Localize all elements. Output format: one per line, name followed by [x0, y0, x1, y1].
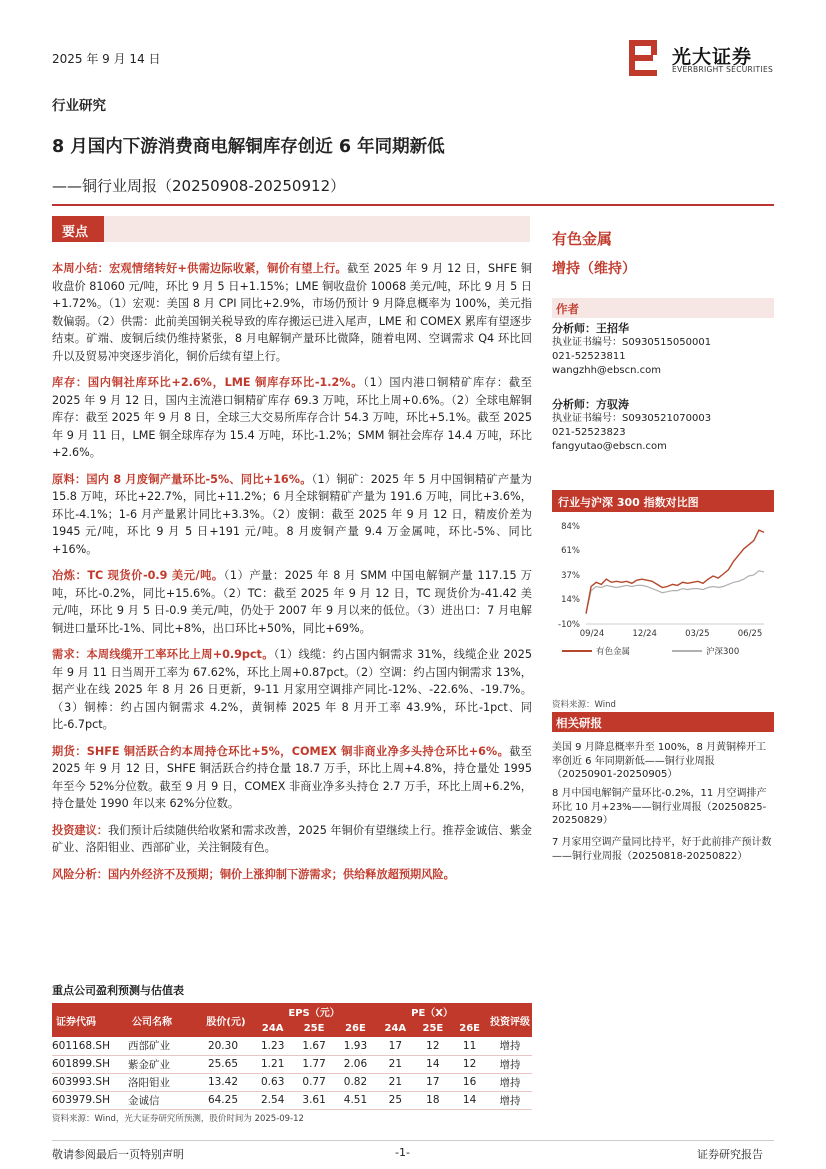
paragraph-body: 我们预计后续随供给收紧和需求改善，2025 年铜价有望继续上行。推荐金诚信、紫金矿业、洛阳钼业、西部矿业，关注铜陵有色。 [52, 823, 532, 854]
brand-logo [625, 38, 775, 80]
y-tick-label: -10% [558, 620, 580, 630]
cell-eps-26e: 0.82 [335, 1073, 376, 1091]
paragraph-body: 国内外经济不及预期；铜价上涨抑制下游需求；供给释放超预期风险。 [107, 867, 455, 881]
author-name: 分析师：方驭涛 [552, 398, 629, 411]
page-subtitle: ——铜行业周报（20250908-20250912） [52, 177, 346, 195]
related-report[interactable]: 美国 9 月降息概率升至 100%，8 月黄铜棒开工率创近 6 年同期新低——铜行业周报（20250901-20250905） [552, 742, 767, 780]
table-source: 资料来源：Wind，光大证券研究所预测，股价时间为 2025-09-12 [52, 1113, 304, 1124]
author-phone: 021-52523823 [552, 427, 626, 438]
table-row [52, 1055, 532, 1073]
cell-rating: 增持 [488, 1055, 532, 1073]
paragraph-body: （1）国内港口铜精矿库存：截至 2025 年 9 月 12 日，国内主流港口铜精矿库存 69.3 万吨，环比上周+0.6%。（2）全球电解铜库存：截至 2025 年 9 月 8 日，全球三大交易所库存合计 54.3 万吨，环比+5.1%。截至 2025 年 9 月 11 日，LME 铜全球库存为 15.4 万吨，环比-1.2%；SMM 铜社会库存 14.4 万吨，环比+2.6%。 [52, 376, 532, 459]
doc-type: 行业研究 [52, 98, 106, 114]
cell-pe-24a: 17 [376, 1037, 414, 1055]
cell-eps-24a: 0.63 [252, 1073, 293, 1091]
everbright-logo-icon [625, 38, 665, 78]
paragraph-head: 需求：本周线缆开工率环比上周+0.9pct。 [52, 648, 274, 661]
cell-eps-25e: 1.77 [293, 1055, 334, 1073]
author-card [552, 398, 711, 454]
y-tick-label: 61% [561, 545, 580, 556]
paragraph-body: （1）线缆：约占国内铜需求 31%，线缆企业 2025 年 9 月 11 日当周开工率为 67.62%，环比上周+0.87pct。（2）空调：约占国内铜需求 13%，据产业在线 2025 年 8 月 26 日更新，9-11 月家用空调排产同比-12%、-22.6%、-19.7%。（3）铜棒：约占国内铜需求 4.2%，黄铜棒 2025 年 8 月开工率 43.9%，环比-1pct、同比-6.7pct。 [52, 648, 532, 731]
paragraph-body: （1）产量：2025 年 8 月 SMM 中国电解铜产量 117.15 万吨，环比-0.2%，同比+15.6%。（2）TC：截至 2025 年 9 月 12 日，TC 现货价为-41.42 美元/吨，环比 9 月 5 日-0.9 美元/吨，仍处于 2007 年 9 月以来的低位。（3）进出口：7 月电解铜进口量环比-1%、同比+8%，出口环比+50%，同比+69%。 [52, 569, 532, 635]
x-tick-label: 06/25 [737, 629, 763, 639]
col-code: 证券代码 [52, 1003, 128, 1037]
title-divider [52, 204, 774, 206]
chart-title: 行业与沪深 300 指数对比图 [552, 490, 774, 512]
paragraph-head: 库存：国内铜社库环比+2.6%，LME 铜库存环比-1.2%。 [52, 376, 364, 389]
page-number: -1- [395, 1146, 410, 1159]
col-rating: 投资评级 [488, 1003, 532, 1037]
paragraph-body: 截至 2025 年 9 月 12 日，SHFE 铜活跃合约持仓量 18.7 万手，环比上周+4.8%，持仓量处 1995 年至今 52%分位数。截至 9 月 9 日，COMEX 非商业净多头持仓 2.7 万手，环比上周+6.2%，持仓量处 1990 年以来 62%分位数。 [52, 744, 532, 810]
legend-label: 有色金属 [596, 647, 631, 657]
cell-eps-26e: 2.06 [335, 1055, 376, 1073]
author-name: 分析师：王招华 [552, 322, 629, 335]
related-report[interactable]: 7 月家用空调产量同比持平，好于此前排产预计数——铜行业周报（20250818-20250822） [552, 837, 772, 862]
col-eps: EPS（元） [252, 1003, 376, 1020]
author-phone: 021-52523811 [552, 351, 626, 362]
paragraph-summary [52, 260, 532, 365]
cell-eps-26e: 1.93 [335, 1037, 376, 1055]
legend-label: 沪深300 [706, 647, 740, 657]
cell-eps-25e: 1.67 [293, 1037, 334, 1055]
cell-pe-26e: 11 [451, 1037, 488, 1055]
report-date: 2025 年 9 月 14 日 [52, 52, 161, 66]
author-card [552, 322, 711, 378]
cell-price: 64.25 [200, 1091, 252, 1109]
cell-code: 601168.SH [52, 1037, 128, 1055]
sector-rating: 增持（维持） [552, 261, 636, 277]
author-email[interactable]: fangyutao@ebscn.com [552, 441, 667, 452]
cell-pe-26e: 14 [451, 1091, 488, 1109]
cell-eps-24a: 1.21 [252, 1055, 293, 1073]
main-content [52, 260, 532, 892]
cell-eps-25e: 3.61 [293, 1091, 334, 1109]
col-year: 25E [415, 1020, 452, 1037]
paragraph-body: （1）铜矿：2025 年 5 月中国铜精矿产量为 15.8 万吨，环比+22.7%，同比+11.2%；6 月全球铜精矿产量为 191.6 万吨，同比+3.6%，环比-4.1%；1-6 月产量累计同比+3.3%。（2）废铜：截至 2025 年 9 月 12 日，精废价差为 1945 元/吨，环比 9 月 5 日+191 元/吨。8 月废铜产量 9.4 万金属吨，环比-5%、同比+16%。 [52, 472, 532, 556]
cell-rating: 增持 [488, 1073, 532, 1091]
footer-divider [52, 1140, 774, 1141]
valuation-table-section [52, 982, 532, 1124]
col-year: 24A [252, 1020, 293, 1037]
cell-pe-26e: 12 [451, 1055, 488, 1073]
paragraph-body: 截至 2025 年 9 月 12 日，SHFE 铜收盘价 81060 元/吨，环比 9 月 5 日+1.15%；LME 铜收盘价 10068 美元/吨，环比 9 月 5 日+1.72%。（1）宏观：美国 8 月 CPI 同比+2.9%，市场仍预计 9 月降息概率为 100%，美元指数偏弱。（2）供需：此前美国铜关税导致的库存搬运已进入尾声，LME 和 COMEX 累库有望逐步结束。矿端、废铜后续仍维持紧张，8 月电解铜产量环比微降，随着电网、空调需求 Q4 环比回升以及贸易冲突逐步消化，铜价后续有望上行。 [52, 262, 532, 363]
paragraph-risk [52, 866, 532, 884]
cell-name: 紫金矿业 [128, 1055, 200, 1073]
related-header: 相关研报 [552, 712, 774, 732]
paragraph-smelting [52, 567, 532, 637]
cell-name: 洛阳钼业 [128, 1073, 200, 1091]
col-name: 公司名称 [128, 1003, 200, 1037]
series-line [586, 571, 764, 614]
table-title: 重点公司盈利预测与估值表 [52, 984, 184, 997]
cell-price: 25.65 [200, 1055, 252, 1073]
cell-eps-26e: 4.51 [335, 1091, 376, 1109]
table-row [52, 1037, 532, 1055]
footer-label: 证券研究报告 [697, 1148, 763, 1161]
author-cert: 执业证书编号：S0930515050001 [552, 337, 712, 348]
paragraph-head: 风险分析： [52, 867, 108, 881]
cell-price: 13.42 [200, 1073, 252, 1091]
table-row [52, 1091, 532, 1109]
cell-pe-26e: 16 [451, 1073, 488, 1091]
valuation-table [52, 1003, 532, 1110]
page-title: 8 月国内下游消费商电解铜库存创近 6 年同期新低 [52, 137, 445, 157]
x-tick-label: 03/25 [685, 629, 710, 639]
author-cert: 执业证书编号：S0930521070003 [552, 413, 712, 424]
cell-pe-24a: 21 [376, 1073, 414, 1091]
cell-rating: 增持 [488, 1091, 532, 1109]
cell-rating: 增持 [488, 1037, 532, 1055]
cell-price: 20.30 [200, 1037, 252, 1055]
cell-pe-25e: 17 [415, 1073, 452, 1091]
cell-pe-24a: 25 [376, 1091, 414, 1109]
x-tick-label: 12/24 [632, 629, 657, 639]
cell-code: 603979.SH [52, 1091, 128, 1109]
chart-source: 资料来源：Wind [552, 700, 616, 710]
paragraph-head: 投资建议： [52, 823, 108, 837]
sector-name: 有色金属 [552, 230, 613, 248]
paragraph-inventory [52, 374, 532, 462]
cell-eps-24a: 1.23 [252, 1037, 293, 1055]
y-tick-label: 14% [561, 594, 580, 605]
cell-pe-24a: 21 [376, 1055, 414, 1073]
keypoints-label: 要点 [52, 216, 104, 242]
cell-eps-25e: 0.77 [293, 1073, 334, 1091]
col-year: 26E [451, 1020, 488, 1037]
cell-pe-25e: 18 [415, 1091, 452, 1109]
col-year: 26E [335, 1020, 376, 1037]
keypoints-bar [52, 216, 530, 242]
col-year: 25E [293, 1020, 334, 1037]
col-pe: PE（X） [376, 1003, 488, 1020]
cell-name: 金诚信 [128, 1091, 200, 1109]
col-price: 股价(元) [200, 1003, 252, 1037]
logo-cn: 光大证券 [672, 46, 753, 68]
paragraph-investment [52, 822, 532, 857]
cell-eps-24a: 2.54 [252, 1091, 293, 1109]
paragraph-head: 期货：SHFE 铜活跃合约本周持仓环比+5%，COMEX 铜非商业净多头持仓环比+6%。 [52, 744, 510, 758]
series-line [586, 530, 764, 613]
author-email[interactable]: wangzhh@ebscn.com [552, 365, 661, 376]
performance-chart [552, 516, 774, 666]
related-report[interactable]: 8 月中国电解铜产量环比-0.2%，11 月空调排产环比 10 月+23%——铜行业周报（20250825-20250829） [552, 788, 767, 826]
cell-code: 601899.SH [52, 1055, 128, 1073]
y-tick-label: 37% [561, 571, 580, 581]
cell-code: 603993.SH [52, 1073, 128, 1091]
cell-pe-25e: 12 [415, 1037, 452, 1055]
footer-disclaimer[interactable]: 敬请参阅最后一页特别声明 [52, 1148, 184, 1161]
y-tick-label: 84% [561, 522, 580, 532]
paragraph-head: 原料：国内 8 月废铜产量环比-5%、同比+16%。 [52, 472, 312, 486]
col-year: 24A [376, 1020, 414, 1037]
paragraph-demand [52, 646, 532, 734]
paragraph-head: 冶炼：TC 现货价-0.9 美元/吨。 [52, 569, 224, 582]
authors-header: 作者 [552, 298, 774, 318]
cell-name: 西部矿业 [128, 1037, 200, 1055]
paragraph-futures [52, 743, 532, 813]
cell-pe-25e: 14 [415, 1055, 452, 1073]
paragraph-raw-materials [52, 471, 532, 559]
table-row [52, 1073, 532, 1091]
x-tick-label: 09/24 [579, 629, 605, 639]
paragraph-head: 本周小结：宏观情绪转好+供需边际收紧，铜价有望上行。 [52, 262, 347, 275]
logo-en: EVERBRIGHT SECURITIES [672, 65, 774, 74]
